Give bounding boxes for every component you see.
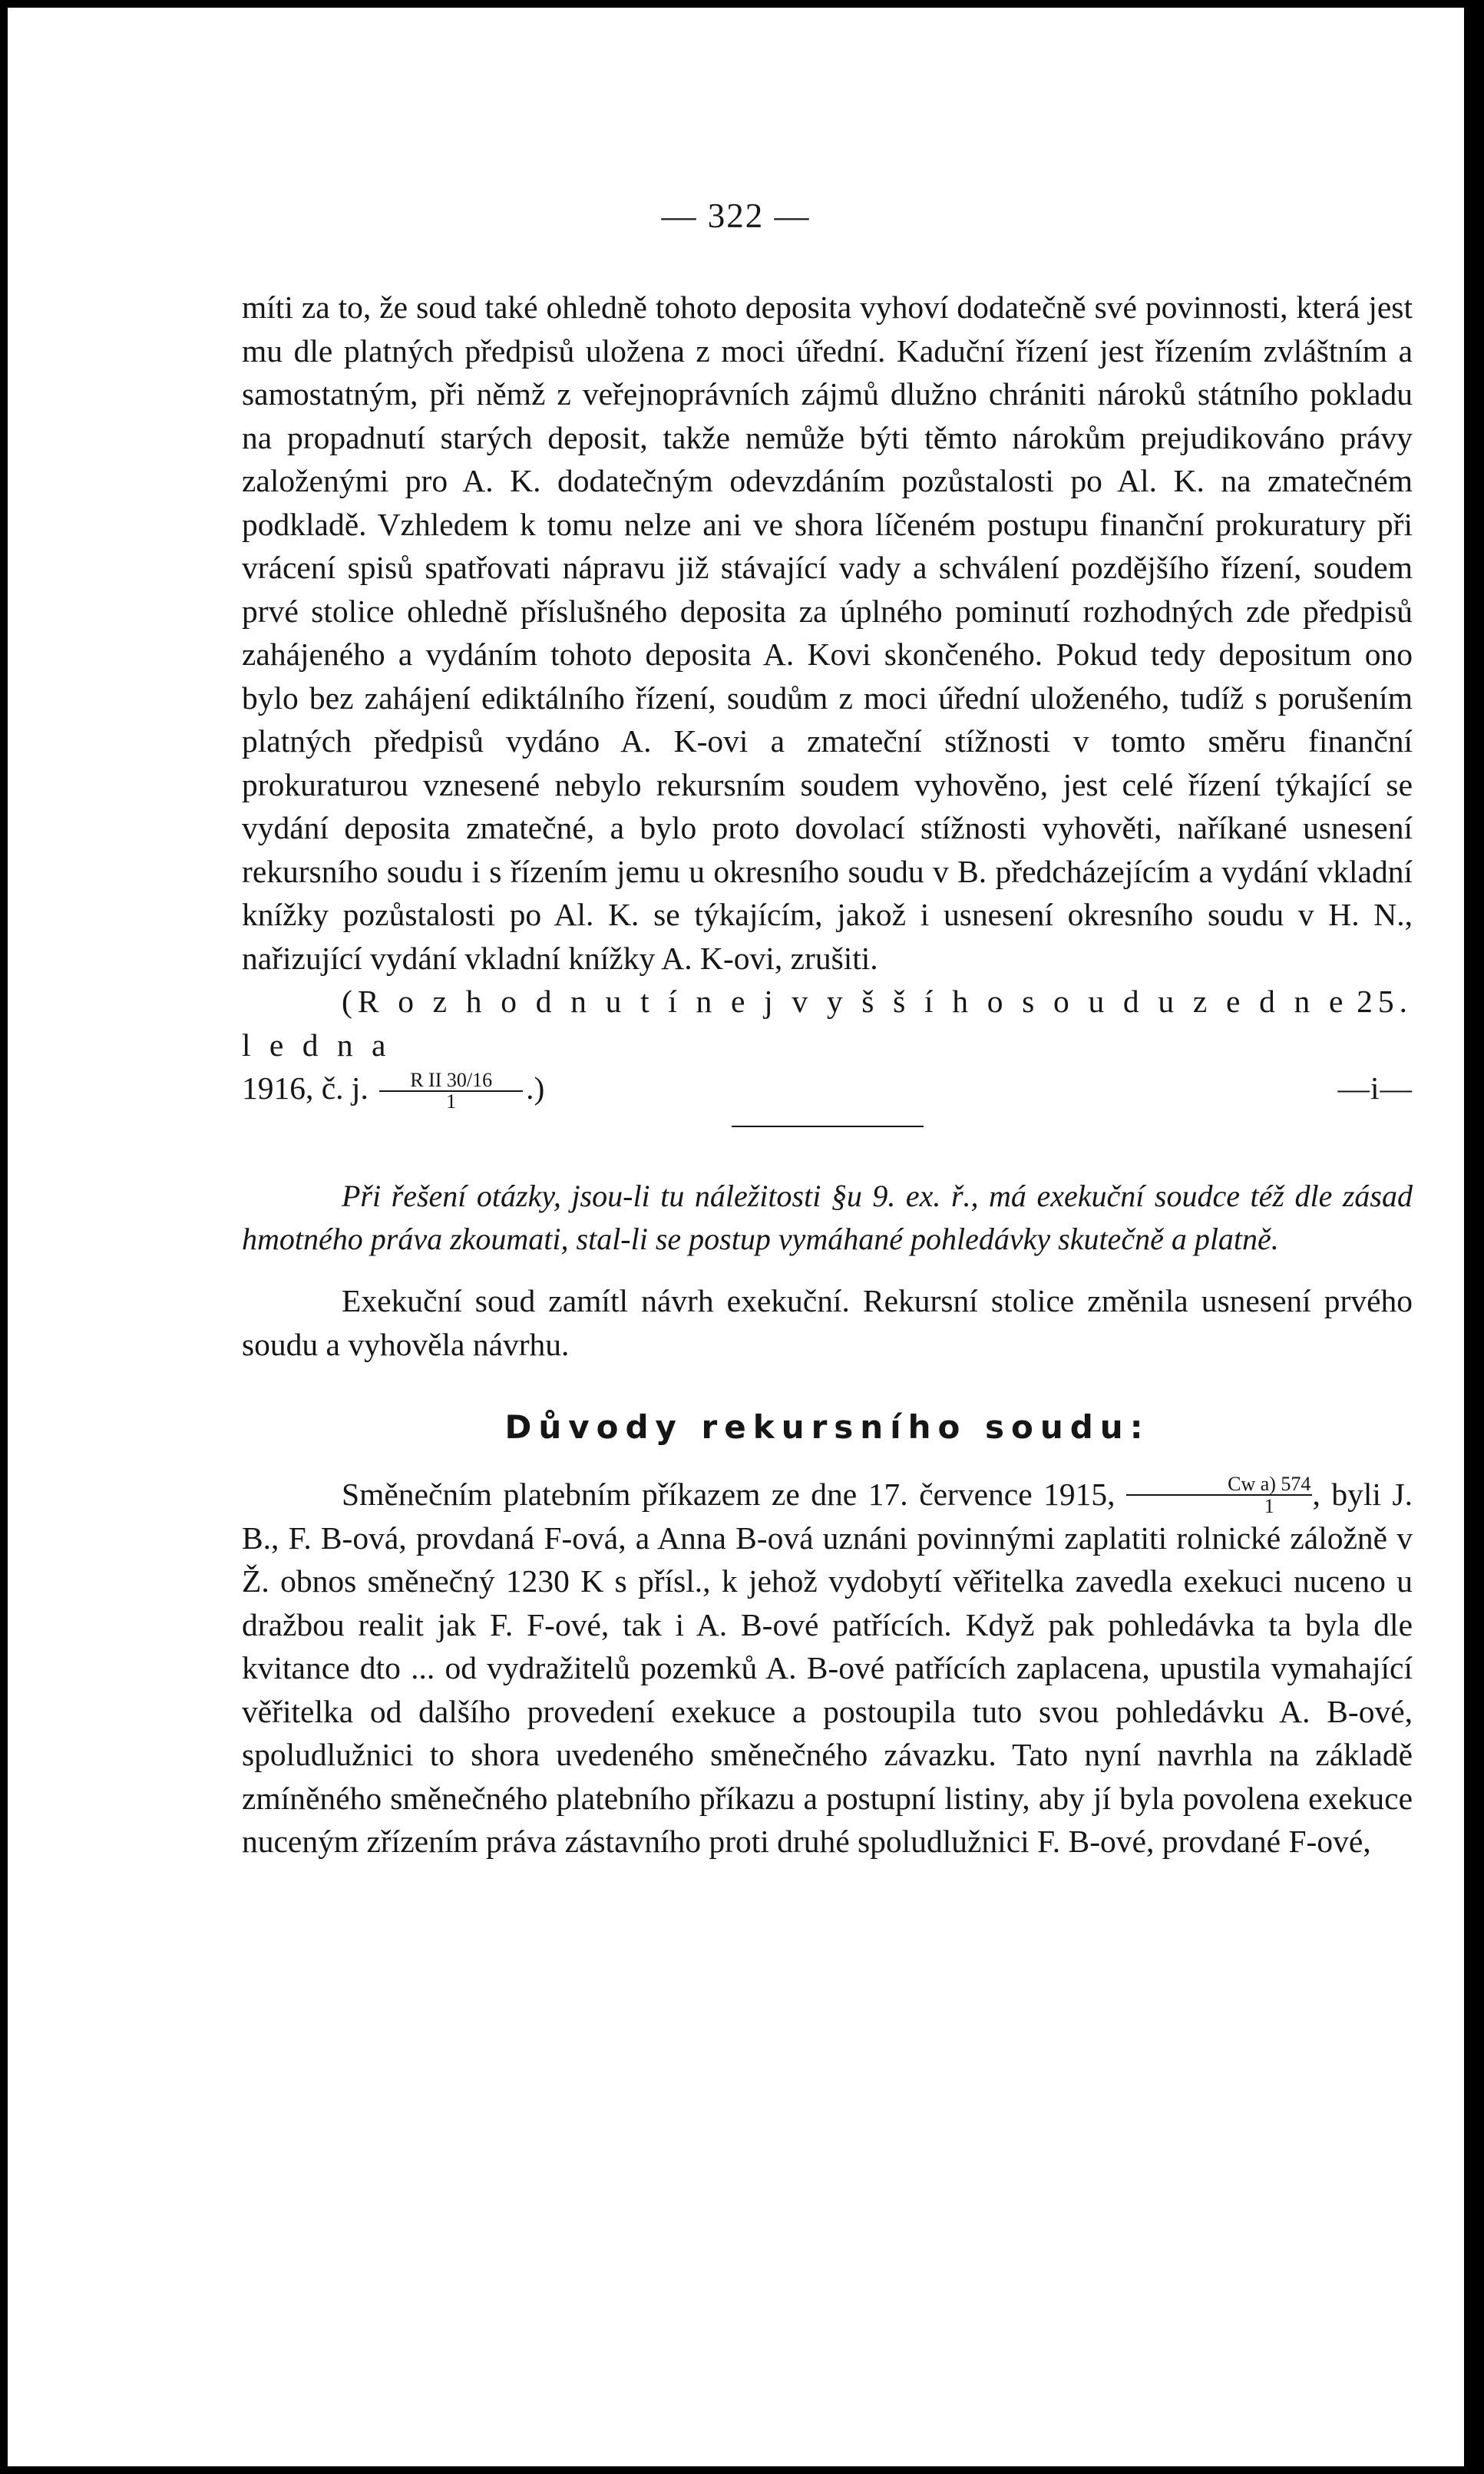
decision-citation: [242, 980, 1413, 1067]
decision-reference: [242, 1067, 544, 1112]
section-heading: Důvody rekursního soudu:: [504, 1408, 1150, 1447]
decision-citation-open: (R o z h o d n u t í n e j v y š š í h o s o u d u z e d n e: [342, 984, 1349, 1019]
document-page: [8, 8, 1464, 2466]
paragraph-facts: [242, 1473, 1413, 1864]
case-number-fraction: [379, 1070, 523, 1112]
payment-order-numerator: Cw a) 574: [1126, 1473, 1312, 1496]
payment-order-denominator: 1: [1264, 1494, 1274, 1517]
facts-lead: Směnečním platebním příkazem ze dne 17. července 1915,: [342, 1476, 1115, 1512]
case-number-denominator: 1: [446, 1090, 457, 1113]
author-initials: —i—: [1337, 1070, 1413, 1106]
decision-reference-line: [242, 1067, 1413, 1112]
headnote-text: Při řešení otázky, jsou-li tu náležitosti §u 9. ex. ř., má exekuční soudce též dle zásad hmotného práva zkoumati, stal-li se postup vymáhané pohledávky skutečně a platně.: [242, 1179, 1413, 1257]
section-divider: [732, 1126, 924, 1127]
case-number-numerator: R II 30/16: [379, 1070, 523, 1092]
decision-citation-date: 25. l e d n a: [242, 984, 1413, 1063]
legal-headnote: [242, 1175, 1413, 1261]
paragraph-procedural-history: Exekuční soud zamítl návrh exekuční. Rekursní stolice změnila usnesení prvého soudu a vyhověla návrhu.: [242, 1283, 1413, 1362]
text-column: [242, 286, 1413, 1864]
facts-text: , byli J. B., F. B-ová, provdaná F-ová, a Anna B-ová uznáni povinnými zaplatiti rolnické záložně v Ž. obnos směnečný 1230 K s přísl., k jehož vydobytí věřitelka zavedla exekuci nuceno u dražbou realit jak F. F-ové, tak i A. B-ové patřících. Když pak pohledávka ta byla dle kvitance dto ... od vydražitelů pozemků A. B-ové patřících zaplacena, upustila vymahající věřitelka od dalšího provedení exekuce a postoupila tuto svou pohledávku A. B-ové, spoludlužnici to shora uvedeného směnečného závazku. Tato nyní navrhla na základě zmíněného směnečného platebního příkazu a postupní listiny, aby jí byla povolena exekuce nuceným zřízením práva zástavního proti druhé spoludlužnici F. B-ové, provdané F-ové,: [242, 1476, 1413, 1860]
paragraph-decision-reasoning: míti za to, že soud také ohledně tohoto deposita vyhoví dodatečně své povinnosti, která jest mu dle platných předpisů uložena z moci úřední. Kaduční řízení jest řízením zvláštním a samostatným, při němž z veřejnoprávních zájmů dlužno chrániti nároků státního pokladu na propadnutí starých deposit, takže nemůže býti těmto nárokům prejudikováno právy založenými pro A. K. dodatečným odevzdáním pozůstalosti po Al. K. na zmatečném podkladě. Vzhledem k tomu nelze ani ve shora líčeném postupu finanční prokuratury při vrácení spisů spatřovati nápravu již stávající vady a schválení pozdějšího řízení, soudem prvé stolice ohledně příslušného deposita za úplného pominutí rozhodných zde předpisů zahájeného a vydáním tohoto deposita A. Kovi skončeného. Pokud tedy depositum ono bylo bez zahájení ediktálního řízení, soudům z moci úřední uloženého, tudíž s porušením platných předpisů vydáno A. K-ovi a zmateční stížnosti v tomto směru finanční prokuraturou vznesené nebylo rekursním soudem vyhověno, jest celé řízení týkající se vydání deposita zmatečné, a bylo proto dovolací stížnosti vyhověti, naříkané usnesení rekursního soudu i s řízením jemu u okresního soudu v B. předcházejícím a vydání vkladní knížky pozůstalosti po Al. K. se týkajícím, jakož i usnesení okresního soudu v H. N., nařizující vydání vkladní knížky A. K-ovi, zrušiti.: [242, 289, 1413, 976]
payment-order-fraction: [1126, 1473, 1312, 1516]
decision-year: 1916, č. j.: [242, 1070, 369, 1106]
decision-close: .): [526, 1070, 545, 1106]
page-number: — 322 —: [661, 197, 811, 235]
